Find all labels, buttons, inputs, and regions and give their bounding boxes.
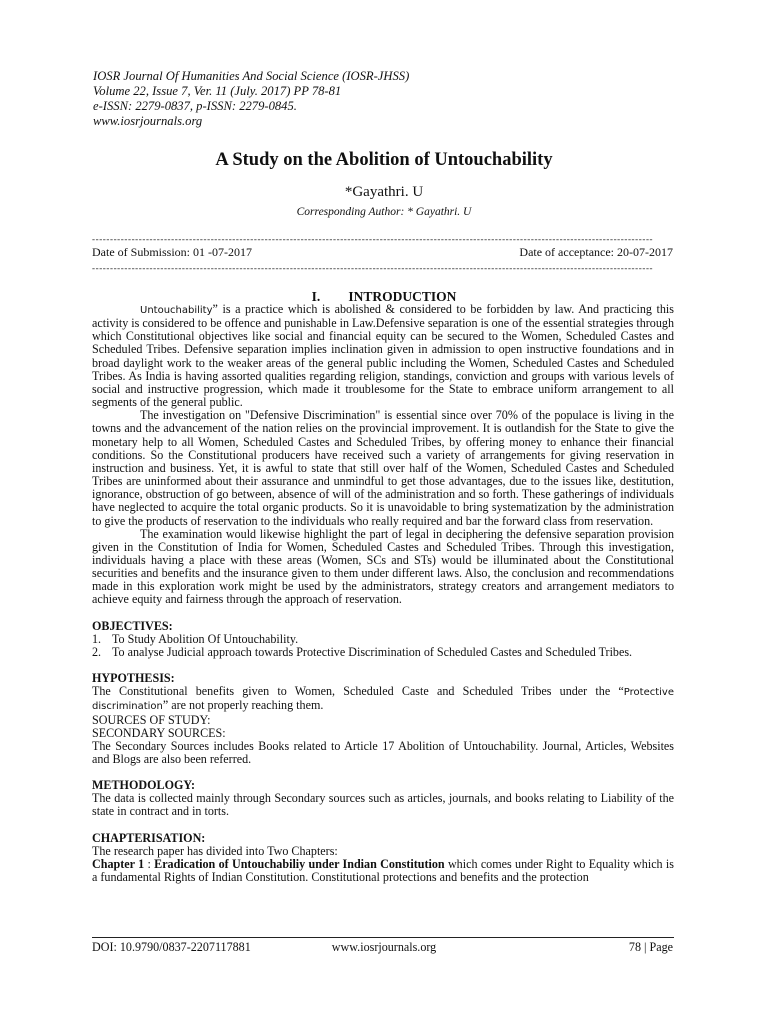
list-item: 2. To analyse Judicial approach towards Protective Discrimination of Scheduled Castes and Scheduled Tribes. (92, 644, 633, 659)
chapterisation-intro: The research paper has divided into Two Chapters: (92, 843, 338, 858)
issn-info: e-ISSN: 2279-0837, p-ISSN: 2279-0845. (93, 99, 297, 113)
section-number: I. (311, 289, 321, 304)
sources-heading: SOURCES OF STUDY: (92, 712, 211, 727)
intro-paragraph-2: The investigation on "Defensive Discrimination" is essential since over 70% of the populace is living in the towns and the advancement of the nation relies on the provincial improvement. It is outlandish for the State to give the monetary help to all Women, Scheduled Castes and Scheduled Tribes, by offering money to enhance their financial conditions. So the Constitutional producers have received such a variety of arrangements for giving reservation in instruction and business. Yet, it is awful to state that still over half of the Women, Scheduled Castes and Scheduled Tribes are uninformed about their assurance and unmindful to get those advantages, due to the issues like, destitution, ignorance, obstruction of go between, absence of will of the administration and so forth. These gatherings of individuals have neglected to acquire the total organic products. So it is unavoidable to bring systematization by the administration to give the products of reservation to the individuals who really required and bar the forward class from reservation. (92, 408, 674, 528)
hypothesis-text: The Constitutional benefits given to Women, Scheduled Caste and Scheduled Tribes under the “Protective discrimination” are not properly reaching them. (92, 684, 674, 713)
handwritten-word: Protective (623, 687, 674, 699)
separator-top: ------------------------------------------------------------------------------------------------------------------------------------------------------------ (92, 234, 654, 244)
footer-website: www.iosrjournals.org (331, 940, 437, 954)
corresponding-author: Corresponding Author: * Gayathri. U (296, 206, 472, 218)
section-title: INTRODUCTION (348, 289, 457, 304)
objectives-list (92, 633, 674, 659)
list-item: 1. To Study Abolition Of Untouchability. (92, 631, 299, 646)
handwritten-word: discrimination (92, 701, 163, 713)
secondary-heading: SECONDARY SOURCES: (92, 725, 226, 740)
paper-title: A Study on the Abolition of Untouchability (215, 150, 553, 170)
footer-rule (92, 937, 674, 938)
dates-row (92, 245, 673, 259)
acceptance-date: Date of acceptance: 20-07-2017 (519, 245, 673, 259)
hypothesis-heading: HYPOTHESIS: (92, 671, 175, 686)
footer-doi: DOI: 10.9790/0837-2207117881 (92, 940, 251, 954)
separator-bottom: ------------------------------------------------------------------------------------------------------------------------------------------------------------ (92, 263, 654, 273)
methodology-text: The data is collected mainly through Secondary sources such as articles, journals, and books relating to Liability of the state in contract and in torts. (92, 791, 674, 819)
intro-paragraph-1: Untouchability” is a practice which is abolished & considered to be forbidden by law. And practicing this activity is considered to be offence and punishable in Law.Defensive separation is one of the essential strategies through which Constitutional objectives like social and financial equity can be secured to the Women, Scheduled Castes and Scheduled Tribes. Defensive separation implies inclination given in admission to open instructive foundations and in broad daylight work to the weaker areas of the general public including the Women, Scheduled Castes and Scheduled Tribes. As India is having assorted qualities regarding religion, standings, conviction and groups with various levels of social and instructive progression, which made it troublesome for the State to embrace uniform arrangement to all segments of the general public. (92, 302, 674, 410)
handwritten-word: Untouchability (140, 305, 213, 316)
intro-paragraph-3: The examination would likewise highlight the part of legal in deciphering the defensive separation provision given in the Constitution of India for Women, Scheduled Castes and Scheduled Tribes. Through this investigation, individuals having a place with these areas (Women, SCs and STs) would be illuminated about the Constitutional securities and benefits and the insurance given to them under different laws. Also, the conclusion and recommendations made in this exploration work might be used by the administrators, strategy creators and arrangement mediators to achieve equity and fairness through the approach of reservation. (92, 526, 674, 607)
secondary-text: The Secondary Sources includes Books related to Article 17 Abolition of Untouchability. Journal, Articles, Websites and Blogs are also been referred. (92, 738, 674, 766)
footer-page-number: 78 | Page (628, 940, 673, 954)
journal-website: www.iosrjournals.org (93, 114, 203, 128)
author-name: *Gayathri. U (344, 184, 424, 200)
body-text (92, 303, 674, 884)
chapterisation-heading: CHAPTERISATION: (92, 830, 206, 845)
volume-info: Volume 22, Issue 7, Ver. 11 (July. 2017) PP 78-81 (93, 84, 342, 98)
methodology-heading: METHODOLOGY: (92, 778, 196, 793)
submission-date: Date of Submission: 01 -07-2017 (92, 245, 252, 259)
chapter-1-text: Chapter 1 : Eradication of Untouchabiliy under Indian Constitution which comes under Right to Equality which is a fundamental Rights of Indian Constitution. Constitutional protections and benefits and the protection (92, 856, 674, 885)
objectives-heading: OBJECTIVES: (92, 618, 173, 633)
journal-name: IOSR Journal Of Humanities And Social Science (IOSR-JHSS) (93, 69, 410, 83)
